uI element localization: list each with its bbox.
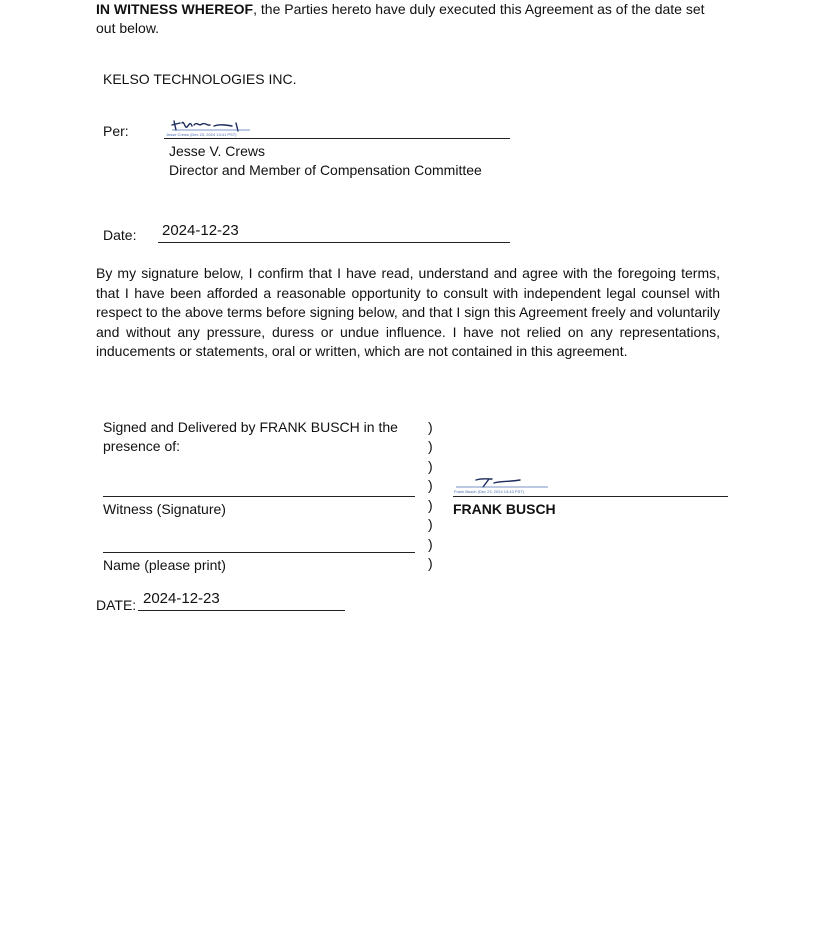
witness-whereof-bold: IN WITNESS WHEREOF [96,1,254,17]
witness-name-label: Name (please print) [103,557,226,573]
company-name: KELSO TECHNOLOGIES INC. [103,71,297,87]
employee-date-value: 2024-12-23 [143,590,220,607]
employee-signer-name: FRANK BUSCH [453,501,556,517]
presence-of-line: presence of: [103,438,181,454]
company-date-line [158,242,510,243]
paren-6: ) [428,516,433,532]
signed-suffix: in the [359,419,398,435]
busch-signature-image [456,474,548,490]
employee-date-label: DATE: [96,597,137,613]
per-label: Per: [103,123,129,139]
company-date-value: 2024-12-23 [162,222,239,239]
company-date-label: Date: [103,227,137,243]
employee-date-line [138,610,345,611]
paren-4: ) [428,477,433,493]
witness-clause-line2: out below. [96,20,160,36]
witness-clause-rest: , the Parties hereto have duly executed this Agreement as of the date set [253,1,705,17]
paren-2: ) [428,438,433,454]
witness-name-line [103,552,415,553]
signed-prefix: Signed and Delivered by [103,419,260,435]
acknowledgement-paragraph: By my signature below, I confirm that I have read, understand and agree with the foregoing terms, that I have been afforded a reasonable opportunity to consult with independent legal counsel with respect to the above terms before signing below, and that I sign this Agreement freely and voluntarily and without any pressure, duress or undue influence. I have not relied on any representations, inducements or statements, oral or written, which are not contained in this agreement. [96,265,720,359]
signer-name-inline: FRANK BUSCH [259,419,360,435]
signatory-name: Jesse V. Crews [169,143,265,159]
witness-signature-label: Witness (Signature) [103,501,226,517]
paren-5: ) [428,497,433,513]
paren-1: ) [428,419,433,435]
crews-signature-caption: Jesse Crews (Dec 23, 2024 13:41 PST) [166,132,237,137]
paren-8: ) [428,555,433,571]
busch-signature-caption: Frank Busch (Dec 23, 2024 13:43 PST) [454,489,525,494]
witness-signature-line [103,496,415,497]
paren-3: ) [428,458,433,474]
witness-clause-line1 [96,0,705,19]
paren-7: ) [428,536,433,552]
signatory-title: Director and Member of Compensation Committee [169,162,482,178]
signed-delivered-line [103,418,398,437]
per-signature-line [164,138,510,139]
employee-signature-line [453,496,728,497]
